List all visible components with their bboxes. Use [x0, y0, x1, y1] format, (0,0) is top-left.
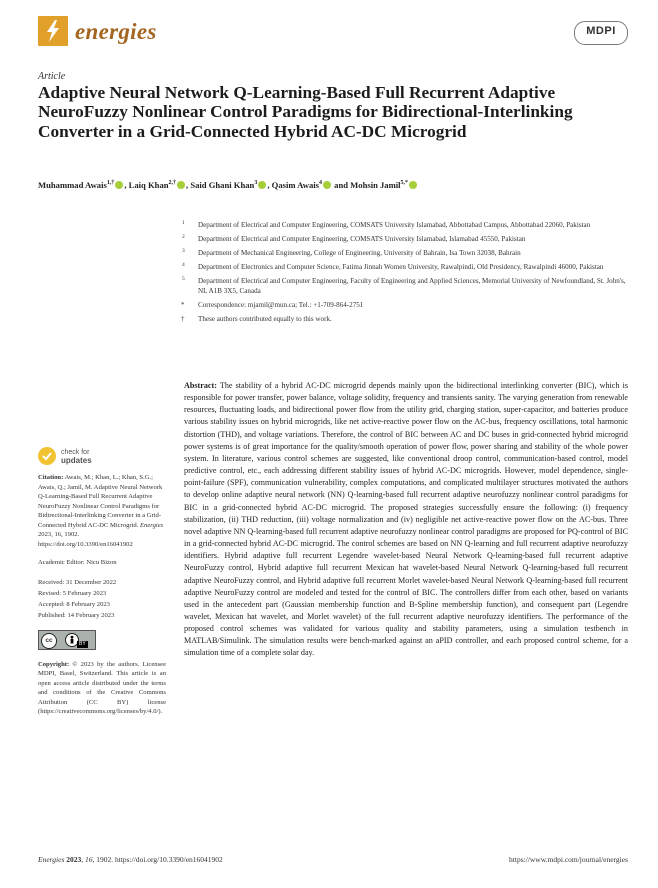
- affiliation-text: Department of Electrical and Computer Engineering, Faculty of Engineering and Applied Sciences, Memorial University of Newfoundland, St. John's, NL A1B 3X5, Canada: [198, 277, 626, 295]
- cc-by-license-badge[interactable]: [38, 630, 96, 650]
- affiliation-item: [170, 276, 630, 296]
- affiliation-item: [170, 234, 630, 244]
- copyright: [38, 660, 166, 717]
- check-updates-icon: [38, 447, 56, 465]
- journal-logo: [38, 16, 68, 46]
- equal-note-symbol: †: [181, 315, 185, 323]
- affiliation-number: 4: [182, 262, 185, 268]
- affiliation-number: 2: [182, 234, 185, 240]
- date-published: Published: 14 February 2023: [38, 611, 115, 619]
- author-affiliation-marker: 4: [319, 180, 322, 187]
- footer-volume: 16: [85, 855, 93, 864]
- affiliations: [170, 220, 630, 328]
- date-accepted: Accepted: 8 February 2023: [38, 600, 110, 608]
- academic-editor: Academic Editor: Nicu Bizon: [38, 559, 117, 566]
- affiliation-number: 5: [182, 276, 185, 282]
- publication-dates: [38, 577, 166, 621]
- affiliation-item: [170, 262, 630, 272]
- affiliation-text: Department of Electrical and Computer Engineering, COMSATS University Islamabad, Islamabad 45550, Pakistan: [198, 235, 526, 243]
- correspondence-symbol: *: [181, 301, 185, 309]
- citation-ref[interactable]: 2023, 16, 1902. https://doi.org/10.3390/en16041902: [38, 531, 133, 548]
- author-separator: ,: [186, 180, 191, 190]
- author-affiliation-marker: 2,†: [168, 180, 177, 187]
- footer-journal-url[interactable]: https://www.mdpi.com/journal/energies: [509, 855, 628, 864]
- author-affiliation-marker: 1,†: [106, 180, 115, 187]
- copyright-text: © 2023 by the authors. Licensee MDPI, Basel, Switzerland. This article is an open access article distributed under the terms and conditions of the Creative Commons Attribution (CC BY) license (https://creativecommons.org/licenses/by/4.0/).: [38, 660, 167, 715]
- affiliation-text: Department of Mechanical Engineering, College of Engineering, University of Bahrain, Isa Town 32038, Bahrain: [198, 249, 521, 257]
- author-affiliation-marker: 5,*: [400, 180, 409, 187]
- author-list: [38, 180, 638, 190]
- equal-contribution-note: [170, 314, 630, 324]
- citation-label: Citation:: [38, 474, 64, 481]
- equal-note-text: These authors contributed equally to this work.: [198, 315, 332, 323]
- cc-by-label: BY: [79, 640, 86, 647]
- date-received: Received: 31 December 2022: [38, 578, 117, 586]
- check-updates-line1: check for: [61, 449, 90, 456]
- check-for-updates[interactable]: [38, 445, 166, 469]
- abstract: [184, 380, 628, 660]
- check-updates-line2: updates: [61, 456, 92, 465]
- author-name[interactable]: Mohsin Jamil: [350, 180, 401, 190]
- author-separator: ,: [267, 180, 272, 190]
- abstract-label: Abstract:: [184, 381, 217, 390]
- author-separator: and: [332, 180, 351, 190]
- journal-header: [38, 12, 628, 48]
- journal-name[interactable]: energies: [75, 19, 157, 44]
- footer-ref[interactable]: , 1902. https://doi.org/10.3390/en16041902: [92, 855, 223, 864]
- footer-citation: Energies 2023, 16, 1902. https://doi.org/10.3390/en16041902: [38, 855, 223, 864]
- affiliation-number: 3: [182, 248, 185, 254]
- author-name[interactable]: Qasim Awais: [271, 180, 319, 190]
- date-revised: Revised: 5 February 2023: [38, 589, 107, 597]
- orcid-icon[interactable]: [409, 181, 417, 189]
- copyright-label: Copyright:: [38, 660, 70, 668]
- author-affiliation-marker: 3: [254, 180, 258, 187]
- affiliation-item: [170, 220, 630, 230]
- abstract-text: The stability of a hybrid AC-DC microgrid depends mainly upon the bidirectional interlinking converter (BIC), which is responsible for power transfer, power balance, voltage solidity, frequency and transients sanity. The varying generation from renewable resources, fluctuating loads, and bidirectional power flow from the utility grid, charging station, super-capacitor, and batteries produce various stability issues on hybrid microgrids, like net active-reactive power flow on the AC-bus, frequency oscillations, total harmonic distortion (THD), and voltage variations. Therefore, the control of BIC between AC and DC buses in grid-connected hybrid microgrid power systems is of great importance for the quality/smooth operation of power flow, power sharing and stability of the whole power system. In literature, various control schemes are suggested, like conventional droop control, communication-based control, model predictive control, etc., each addressing different stability issues of hybrid AC-DC microgrids. However, model dependence, single-point-failure (SPF), communication vulnerability, complex computations, and complicated multilayer structures motivated the authors to develop online adaptive neural network (NN) Q-learning-based full recurrent adaptive neurofuzzy nonlinear control paradigms for BIC in a grid-connected hybrid AC-DC microgrid. The proposed strategies successfully ensure the following: (i) frequency stabilization, (ii) THD reduction, (iii) voltage normalization and (iv) negligible net active-reactive power flow on the AC-bus. Three novel adaptive NN Q-learning-based full recurrent adaptive neurofuzzy nonlinear control paradigms are proposed for PQ-control of BIC in a grid-connected hybrid AC-DC microgrid. The control schemes are based on NN Q-learning and full recurrent adaptive neurofuzzy identifiers. Hybrid adaptive full recurrent Legendre wavelet-based Neural Network Q-learning-based full recurrent adaptive NeuroFuzzy control, Hybrid adaptive full recurrent Mexican hat wavelet-based Neural Network Q-learning-based full recurrent adaptive NeuroFuzzy control, and Hybrid adaptive full recurrent Morlet wavelet-based Neural Network Q-learning-based full recurrent adaptive NeuroFuzzy control are modeled and tested for the control of BIC. The controllers differ from each other, based on variants used in the antecedent part (Gaussian membership function and B-Spline membership function), and consequent part (Legendre wavelet, Mexican hat wavelet, and Morlet wavelet) of the full recurrent adaptive neurofuzzy identifiers. The performance of the proposed control schemes was validated for various quality and stability parameters, using a simulation testbench in MATLAB/Simulink. The simulation results were bench-marked against an aPID controller, and each proposed control scheme, for a simulation time of a complete solar day.: [184, 381, 629, 658]
- affiliation-number: 1: [182, 220, 185, 226]
- correspondence-text[interactable]: Correspondence: mjamil@mun.ca; Tel.: +1-709-864-2751: [198, 301, 364, 309]
- orcid-icon[interactable]: [258, 181, 266, 189]
- citation-journal: Energies: [140, 521, 164, 529]
- affiliation-item: [170, 248, 630, 258]
- orcid-icon[interactable]: [323, 181, 331, 189]
- author-name[interactable]: Muhammad Awais: [38, 180, 107, 190]
- author-name[interactable]: Laiq Khan: [128, 180, 169, 190]
- footer-journal: Energies: [38, 855, 65, 864]
- cc-label: cc: [41, 633, 57, 649]
- article-title: Adaptive Neural Network Q-Learning-Based Full Recurrent Adaptive NeuroFuzzy Nonlinear Control Paradigms for Bidirectional-Interlinking Converter in a Grid-Connected Hybrid AC-DC Microgrid: [38, 83, 573, 141]
- page-footer: [38, 855, 628, 864]
- footer-year: 2023: [66, 855, 82, 864]
- publisher-logo[interactable]: [574, 21, 628, 45]
- author-name[interactable]: Said Ghani Khan: [190, 180, 255, 190]
- sidebar: [38, 445, 166, 717]
- article-type: Article: [38, 71, 66, 82]
- citation: [38, 473, 166, 549]
- correspondence: [170, 300, 630, 310]
- publisher-name: MDPI: [586, 25, 616, 37]
- author-separator: ,: [124, 180, 129, 190]
- citation-text: Awais, M.; Khan, L.; Khan, S.G.; Awais, Q.; Jamil, M. Adaptive Neural Network Q-Learning-Based Full Recurrent Adaptive NeuroFuzzy Nonlinear Control Paradigms for Bidirectional-Interlinking Converter in a Grid-Connected Hybrid AC-DC Microgrid.: [38, 474, 163, 529]
- affiliation-text: Department of Electrical and Computer Engineering, COMSATS University Islamabad, Abbottabad Campus, Abbottabad 22060, Pakistan: [198, 221, 591, 229]
- orcid-icon[interactable]: [115, 181, 123, 189]
- orcid-icon[interactable]: [177, 181, 185, 189]
- affiliation-text: Department of Electronics and Computer Science, Fatima Jinnah Women University, Rawalpindi, Old Presidency, Rawalpindi 46000, Pakistan: [198, 263, 604, 271]
